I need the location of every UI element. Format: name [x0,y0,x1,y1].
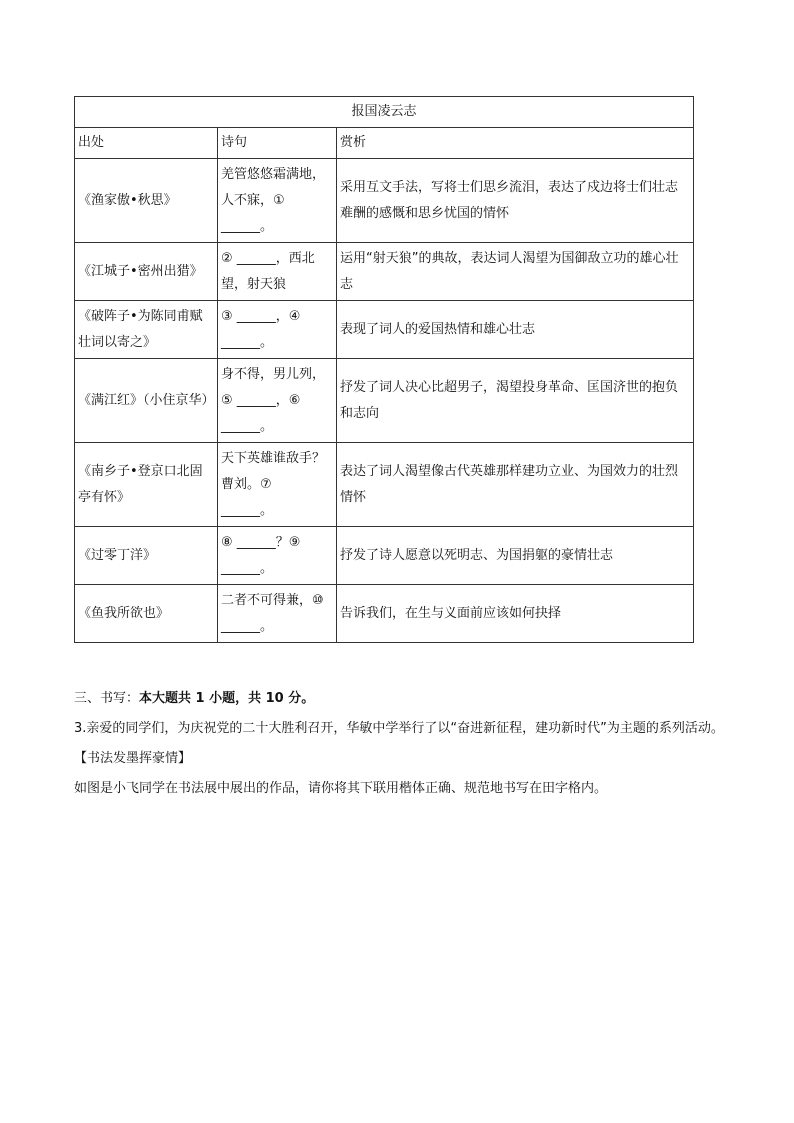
cell-analysis: 采用互文手法，写将士们思乡流泪，表达了戍边将士们壮志难酬的感慨和思乡忧国的情怀 [337,159,694,243]
cell-verse [218,301,337,359]
verse-line: 天下英雄谁敌手？ [221,450,326,466]
header-verse: 诗句 [218,128,337,159]
cell-source: 《过零丁洋》 [75,527,218,585]
cell-source: 《渔家傲•秋思》 [75,159,218,243]
cell-analysis: 抒发了词人决心比超男子，渴望投身革命、匡国济世的抱负和志向 [337,359,694,443]
table-row [75,443,694,527]
instruction-text: 如图是小飞同学在书法展中展出的作品，请你将其下联用楷体正确、规范地书写在田字格内。 [74,781,608,796]
verse-line: ② ______，西北 [221,250,315,266]
table-title: 报国凌云志 [75,97,694,128]
cell-source: 《鱼我所欲也》 [75,585,218,643]
cell-verse [218,585,337,643]
verse-line: 羌管悠悠霜满地， [221,166,326,182]
cell-analysis: 表达了词人渴望像古代英雄那样建功立业、为国效力的壮烈情怀 [337,443,694,527]
cell-analysis: 表现了词人的爱国热情和雄心壮志 [337,301,694,359]
table-row [75,585,694,643]
section-heading [74,684,734,714]
cell-analysis: 运用“射天狼”的典故，表达词人渴望为国御敌立功的雄心壮志 [337,243,694,301]
section-three [74,684,734,804]
verse-line: ______。 [221,418,274,434]
cell-source: 《满江红》（小住京华） [75,359,218,443]
cell-verse [218,443,337,527]
verse-line: 二者不可得兼，⑩ [221,592,324,608]
header-analysis: 赏析 [337,128,694,159]
verse-line: ______。 [221,502,274,518]
table-row [75,527,694,585]
cell-verse [218,527,337,585]
table-row [75,159,694,243]
section-heading-prefix: 三、书写： [74,691,140,706]
cell-source: 《南乡子•登京口北固亭有怀》 [75,443,218,527]
verse-line: ______。 [221,334,274,350]
header-source: 出处 [75,128,218,159]
verse-line: 望，射天狼 [221,276,287,292]
cell-analysis: 告诉我们，在生与义面前应该如何抉择 [337,585,694,643]
cell-source: 《破阵子•为陈同甫赋壮词以寄之》 [75,301,218,359]
cell-analysis: 抒发了诗人愿意以死明志、为国捐躯的豪情壮志 [337,527,694,585]
table-row [75,359,694,443]
cell-verse [218,159,337,243]
verse-line: ______。 [221,218,274,234]
table-row [75,243,694,301]
verse-line: ______。 [221,618,274,634]
section-heading-bold: 本大题共 1 小题，共 10 分。 [139,691,315,706]
verse-line: 人不寐，① [221,192,285,208]
verse-line: ⑧ ______？⑨ [221,534,301,550]
subheading: 【书法发墨挥豪情】 [74,751,192,766]
table-row [75,301,694,359]
cell-verse [218,243,337,301]
cell-source: 《江城子•密州出猎》 [75,243,218,301]
verse-line: ⑤ ______，⑥ [221,392,301,408]
verse-line: ______。 [221,560,274,576]
poetry-table [74,96,694,643]
cell-verse [218,359,337,443]
verse-line: 身不得，男儿列， [221,366,326,382]
question-text: 3.亲爱的同学们，为庆祝党的二十大胜利召开，华敏中学举行了以“奋进新征程，建功新时代”为主题的系列活动。 [74,721,724,736]
verse-line: 曹刘。⑦ [221,476,272,492]
verse-line: ③ ______，④ [221,308,301,324]
